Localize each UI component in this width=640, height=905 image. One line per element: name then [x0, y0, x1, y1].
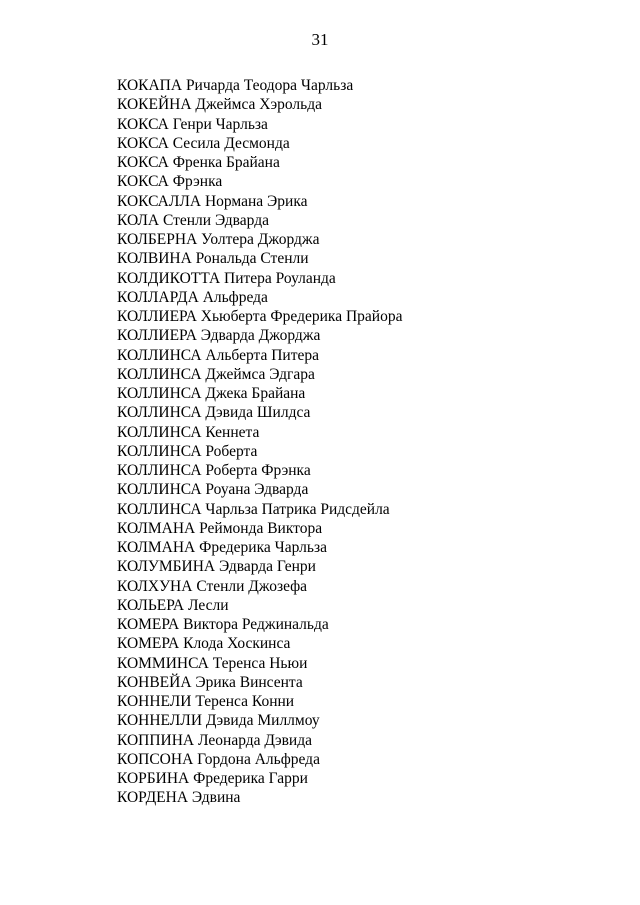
name-list [117, 76, 402, 808]
list-item: КОКСА Фрэнка [117, 173, 223, 191]
list-item: КОЛЬЕРА Лесли [117, 596, 229, 614]
list-item: КОКЕЙНА Джеймса Хэрольда [117, 96, 323, 114]
list-item: КОЛУМБИНА Эдварда Генри [117, 558, 316, 576]
list-item: КОЛВИНА Рональда Стенли [117, 250, 309, 268]
page-number: 31 [311, 30, 329, 49]
list-item: КОММИНСА Теренса Ньюи [117, 654, 308, 672]
list-item: КОЛХУНА Стенли Джозефа [117, 577, 308, 595]
list-item: КОННЕЛИ Теренса Конни [117, 693, 295, 710]
list-item: КОКСА Генри Чарльза [117, 115, 268, 133]
list-item: КОЛЛИНСА Роберта Фрэнка [117, 462, 311, 479]
list-item: КОЛМАНА Фредерика Чарльза [117, 539, 327, 556]
list-item: КОПСОНА Гордона Альфреда [117, 750, 320, 768]
list-item: КОЛЛИНСА Дэвида Шилдса [117, 404, 311, 422]
list-item: КОМЕРА Виктора Реджинальда [117, 616, 329, 633]
list-item: КОКСА Френка Брайана [117, 154, 280, 171]
list-item: КОЛЛИНСА Джека Брайана [117, 385, 306, 402]
list-item: КОЛБЕРНА Уолтера Джорджа [117, 231, 320, 248]
list-item: КОКСАЛЛА Нормана Эрика [117, 192, 308, 210]
list-item: КОЛЛИНСА Роуана Эдварда [117, 481, 309, 499]
list-item: КОЛЛИНСА Кеннета [117, 423, 260, 441]
list-item: КОЛДИКОТТА Питера Роуланда [117, 269, 336, 287]
list-item: КОППИНА Леонарда Дэвида [117, 731, 312, 749]
list-item: КОРДЕНА Эдвина [117, 789, 241, 807]
list-item: КОЛМАНА Реймонда Виктора [117, 519, 323, 537]
list-item: КОКСА Сесила Десмонда [117, 134, 290, 152]
list-item: КОНВЕЙА Эрика Винсента [117, 673, 303, 691]
list-item: КОЛЛИНСА Чарльза Патрика Ридсдейла [117, 500, 390, 518]
list-item: КОЛЛИНСА Роберта [117, 442, 258, 460]
list-item: КОННЕЛЛИ Дэвида Миллмоу [117, 712, 320, 730]
list-item: КОЛЛИЕРА Хьюберта Фредерика Прайора [117, 308, 403, 325]
list-item: КОЛА Стенли Эдварда [117, 211, 269, 229]
list-item: КОЛЛИНСА Альберта Питера [117, 346, 320, 364]
list-item: КОМЕРА Клода Хоскинса [117, 635, 291, 653]
list-item: КОЛЛИНСА Джеймса Эдгара [117, 365, 315, 383]
list-item: КОЛЛИЕРА Эдварда Джорджа [117, 327, 321, 345]
list-item: КОРБИНА Фредерика Гарри [117, 770, 308, 787]
list-item: КОКАПА Ричарда Теодора Чарльза [117, 77, 354, 94]
list-item: КОЛЛАРДА Альфреда [117, 288, 268, 306]
